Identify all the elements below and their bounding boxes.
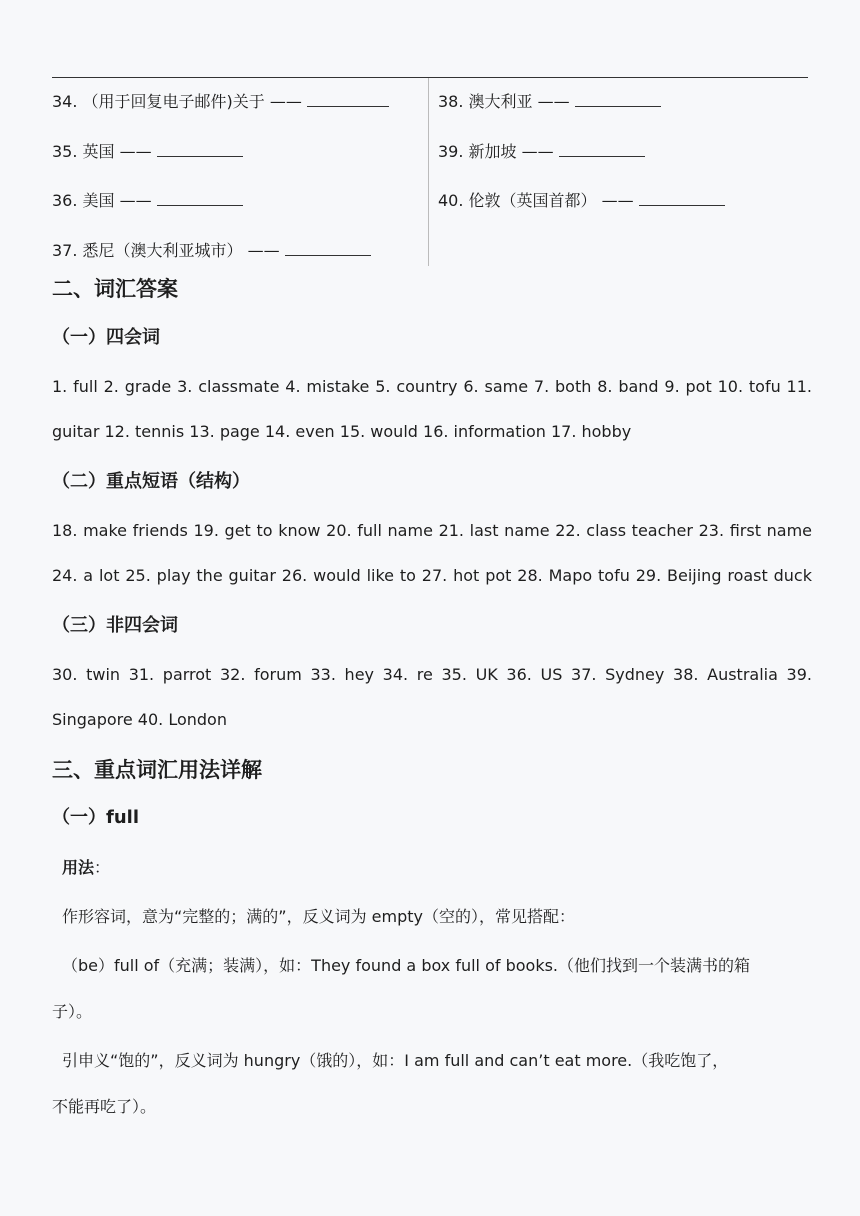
- section-3-sub1-heading: （一）full: [52, 807, 139, 828]
- phrase-answers-line-1: 18. make friends 19. get to know 20. full name 21. last name 22. class teacher 23. first name: [52, 521, 812, 540]
- usage-paragraph-1: 作形容词，意为“完整的；满的”，反义词为 empty（空的），常见搭配：: [62, 907, 575, 926]
- vocab-item-36: 36. 美国 ——: [52, 191, 243, 211]
- usage-paragraph-2-line-1: （be）full of（充满；装满），如：They found a box full of books.（他们找到一个装满书的箱: [62, 956, 751, 975]
- vocab-answers-line-1: 1. full 2. grade 3. classmate 4. mistake 5. country 6. same 7. both 8. band 9. pot 10. tofu 11.: [52, 377, 812, 396]
- answer-blank[interactable]: [639, 191, 725, 206]
- vocab-item-34: 34. （用于回复电子邮件)关于 ——: [52, 92, 389, 112]
- answer-blank[interactable]: [285, 241, 371, 256]
- answer-blank[interactable]: [559, 142, 645, 157]
- vocab-answers-line-2: guitar 12. tennis 13. page 14. even 15. would 16. information 17. hobby: [52, 422, 632, 441]
- vocab-item-39: 39. 新加坡 ——: [438, 142, 645, 162]
- section-3-heading: 三、重点词汇用法详解: [52, 758, 262, 782]
- section-2-sub1-heading: （一）四会词: [52, 327, 160, 348]
- usage-paragraph-3-line-1: 引申义“饱的”，反义词为 hungry（饿的），如：I am full and can’t eat more.（我吃饱了，: [62, 1051, 729, 1070]
- vocab-item-35: 35. 英国 ——: [52, 142, 243, 162]
- usage-paragraph-3-line-2: 不能再吃了）。: [52, 1097, 157, 1116]
- usage-label: 用法：: [62, 858, 111, 877]
- answer-blank[interactable]: [575, 92, 661, 107]
- vocab-item-37: 37. 悉尼（澳大利亚城市） ——: [52, 241, 371, 261]
- answer-blank[interactable]: [157, 142, 243, 157]
- extra-answers-line-1: 30. twin 31. parrot 32. forum 33. hey 34. re 35. UK 36. US 37. Sydney 38. Australia 39.: [52, 665, 812, 684]
- extra-answers-line-2: Singapore 40. London: [52, 710, 227, 729]
- answer-blank[interactable]: [157, 191, 243, 206]
- section-2-heading: 二、词汇答案: [52, 277, 178, 301]
- section-2-sub3-heading: （三）非四会词: [52, 615, 178, 636]
- section-2-sub2-heading: （二）重点短语（结构）: [52, 471, 250, 492]
- vocab-item-38: 38. 澳大利亚 ——: [438, 92, 661, 112]
- phrase-answers-line-2: 24. a lot 25. play the guitar 26. would like to 27. hot pot 28. Mapo tofu 29. Beijing roast duck: [52, 566, 812, 585]
- answer-blank[interactable]: [307, 92, 389, 107]
- table-top-rule: [52, 77, 808, 78]
- vocab-item-40: 40. 伦敦（英国首都） ——: [438, 191, 725, 211]
- table-column-divider: [428, 78, 429, 266]
- usage-paragraph-2-line-2: 子）。: [52, 1002, 93, 1021]
